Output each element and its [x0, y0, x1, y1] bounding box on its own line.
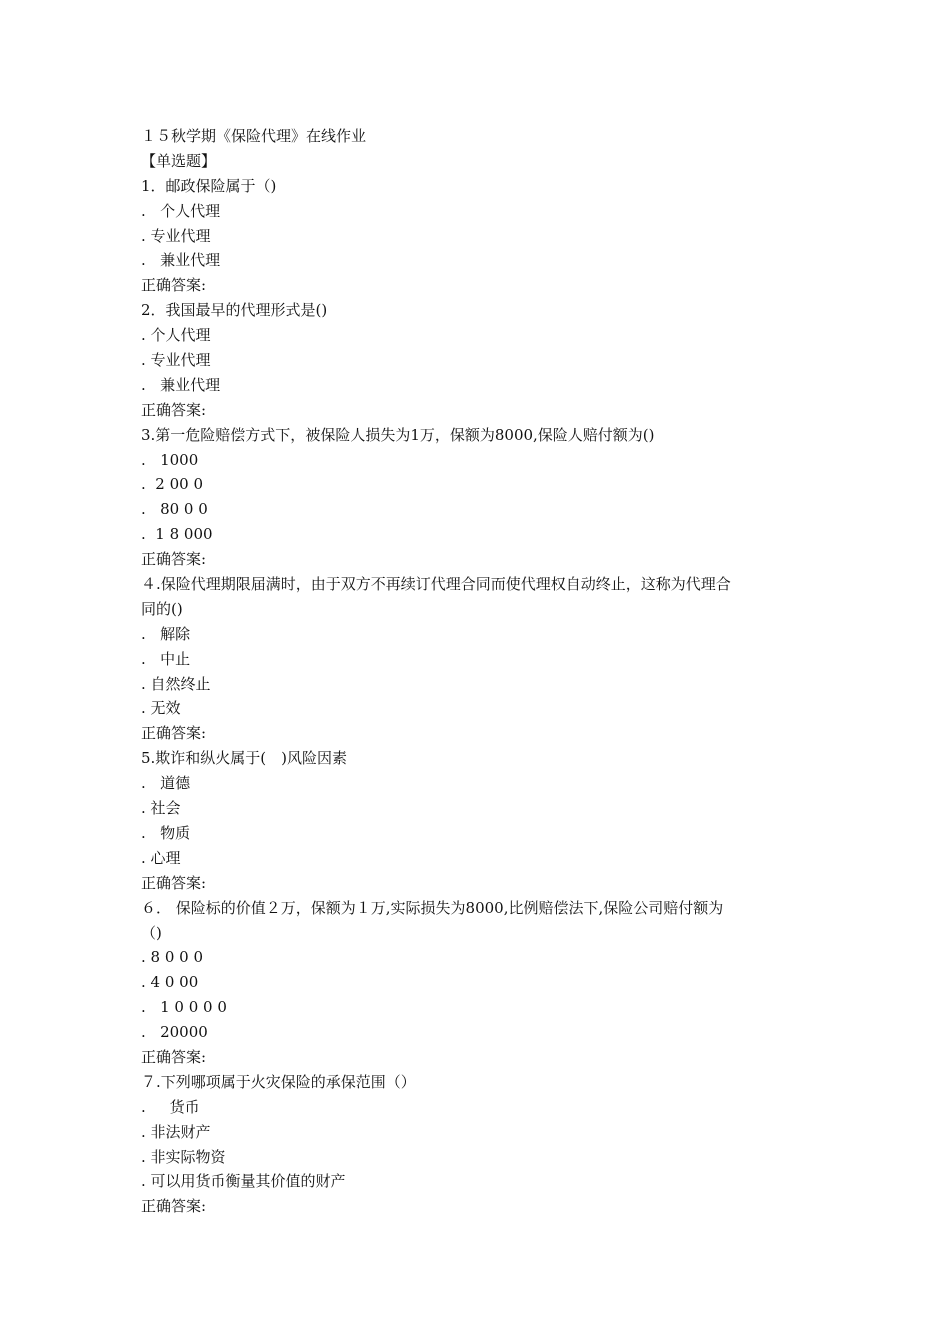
question-3	[141, 423, 816, 572]
answer-label: 正确答案:	[141, 276, 207, 295]
option-b: . 4 0 00	[141, 973, 199, 992]
section-heading: 【单选题】	[141, 151, 217, 170]
question-7	[141, 1070, 816, 1219]
option-a: . 个人代理	[141, 326, 211, 345]
document-title: １５秋学期《保险代理》在线作业	[141, 127, 367, 145]
answer-label: 正确答案:	[141, 724, 207, 743]
question-4	[141, 572, 816, 746]
document-body	[141, 124, 816, 1219]
question-6	[141, 896, 816, 1070]
question-stem-line-1: ４.保险代理期限届满时，由于双方不再续订代理合同而使代理权自动终止，这称为代理合	[141, 575, 731, 594]
option-c: . 80 0 0	[141, 500, 208, 519]
option-c: . 物质	[141, 823, 191, 842]
option-a: . 货币	[141, 1097, 200, 1116]
option-a: . 道德	[141, 774, 191, 793]
option-b: . 2 00 0	[141, 475, 204, 494]
option-d: . 1 8 000	[141, 525, 213, 544]
option-b: . 专业代理	[141, 351, 211, 370]
option-a: . 解除	[141, 624, 191, 643]
option-c: . 兼业代理	[141, 375, 221, 394]
option-b: . 非法财产	[141, 1122, 211, 1141]
question-5	[141, 746, 816, 895]
answer-label: 正确答案:	[141, 1047, 207, 1066]
question-stem: ７.下列哪项属于火灾保险的承保范围（）	[141, 1072, 416, 1091]
option-c: . 自然终止	[141, 674, 211, 693]
question-2	[141, 298, 816, 422]
question-stem-line-1: ６． 保险标的价值２万，保额为１万,实际损失为8000,比例赔偿法下,保险公司赔付额为	[141, 898, 724, 917]
question-stem: 1．邮政保险属于（)	[141, 176, 277, 195]
option-b: . 专业代理	[141, 226, 211, 245]
option-b: . 社会	[141, 799, 181, 818]
option-d: . 无效	[141, 699, 181, 718]
question-1	[141, 174, 816, 298]
option-a: . 1000	[141, 450, 199, 469]
question-stem-line-2: （)	[141, 923, 162, 942]
option-a: . 个人代理	[141, 201, 221, 220]
answer-label: 正确答案:	[141, 1197, 207, 1216]
option-c: . 兼业代理	[141, 251, 221, 270]
option-c: . 非实际物资	[141, 1147, 226, 1166]
option-b: . 中止	[141, 649, 191, 668]
question-stem: 3.第一危险赔偿方式下，被保险人损失为1万，保额为8000,保险人赔付额为()	[141, 425, 655, 444]
answer-label: 正确答案:	[141, 873, 207, 892]
question-stem: 2．我国最早的代理形式是()	[141, 301, 328, 320]
answer-label: 正确答案:	[141, 400, 207, 419]
option-c: . 1 0 0 0 0	[141, 998, 227, 1017]
answer-label: 正确答案:	[141, 550, 207, 569]
option-d: . 心理	[141, 848, 181, 867]
question-stem-line-2: 同的()	[141, 599, 183, 618]
question-stem: 5.欺诈和纵火属于( )风险因素	[141, 749, 348, 768]
option-d: . 20000	[141, 1023, 208, 1042]
option-d: . 可以用货币衡量其价值的财产	[141, 1172, 346, 1191]
option-a: . 8 0 0 0	[141, 948, 204, 967]
